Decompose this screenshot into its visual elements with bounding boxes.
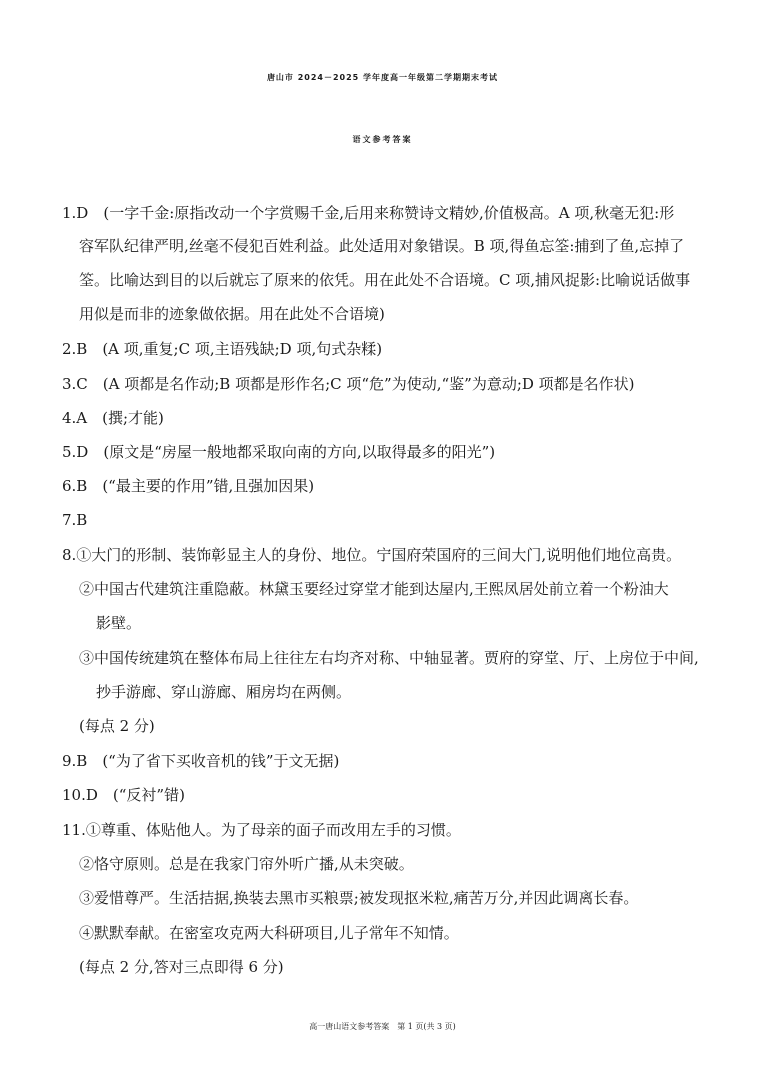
answer-8-point-3-line-2: 抄手游廊、穿山游廊、厢房均在两侧。 xyxy=(96,683,352,701)
answer-8-point-3-line-1: ③中国传统建筑在整体布局上往往左右均齐对称、中轴显著。贾府的穿堂、厅、上房位于中间, xyxy=(79,649,699,667)
answer-8-point-2-line-2: 影壁。 xyxy=(96,614,142,632)
answer-1-line-4: 用似是而非的迹象做依据。用在此处不合语境) xyxy=(79,305,385,323)
answer-9: 9.B (“为了省下买收音机的钱”于文无据) xyxy=(62,752,340,770)
answer-3: 3.C (A 项都是名作动;B 项都是形作名;C 项“危”为使动,“鉴”为意动;D 项都是名作状) xyxy=(62,375,635,393)
answer-key-subtitle: 语文参考答案 xyxy=(352,135,413,144)
answer-11-point-4: ④默默奉献。在密室攻克两大科研项目,儿子常年不知情。 xyxy=(79,924,459,942)
answer-8-point-2-line-1: ②中国古代建筑注重隐蔽。林黛玉要经过穿堂才能到达屋内,王熙凤居处前立着一个粉油大 xyxy=(79,580,669,598)
exam-title: 唐山市 2024－2025 学年度高一年级第二学期期末考试 xyxy=(266,73,499,82)
page-footer: 高一唐山语文参考答案 第 1 页(共 3 页) xyxy=(309,1022,456,1031)
answer-4: 4.A (撰;才能) xyxy=(62,409,164,427)
answer-5: 5.D (原文是“房屋一般地都采取向南的方向,以取得最多的阳光”) xyxy=(62,443,496,461)
answer-8-point-1: 8.①大门的形制、装饰彰显主人的身份、地位。宁国府荣国府的三间大门,说明他们地位高贵。 xyxy=(62,546,682,564)
answer-1-line-2: 容军队纪律严明,丝毫不侵犯百姓利益。此处适用对象错误。B 项,得鱼忘筌:捕到了鱼,忘掉了 xyxy=(79,237,685,255)
answer-11-point-3: ③爱惜尊严。生活拮据,换装去黑市买粮票;被发现抠米粒,痛苦万分,并因此调离长春。 xyxy=(79,889,639,907)
answer-11-point-1: 11.①尊重、体贴他人。为了母亲的面子而改用左手的习惯。 xyxy=(62,821,461,839)
answer-7: 7.B xyxy=(62,511,88,529)
answer-6: 6.B (“最主要的作用”错,且强加因果) xyxy=(62,477,315,495)
answer-11-scoring: (每点 2 分,答对三点即得 6 分) xyxy=(79,958,284,976)
answer-11-point-2: ②恪守原则。总是在我家门帘外听广播,从未突破。 xyxy=(79,855,414,873)
answer-2: 2.B (A 项,重复;C 项,主语残缺;D 项,句式杂糅) xyxy=(62,340,383,358)
answer-1-line-1: 1.D (一字千金:原指改动一个字赏赐千金,后用来称赞诗文精妙,价值极高。A 项,秋毫无犯:形 xyxy=(62,204,675,222)
answer-8-scoring: (每点 2 分) xyxy=(79,717,155,735)
answer-1-line-3: 筌。比喻达到目的以后就忘了原来的依凭。用在此处不合语境。C 项,捕风捉影:比喻说话做事 xyxy=(79,271,691,289)
answer-10: 10.D (“反衬”错) xyxy=(62,786,185,804)
